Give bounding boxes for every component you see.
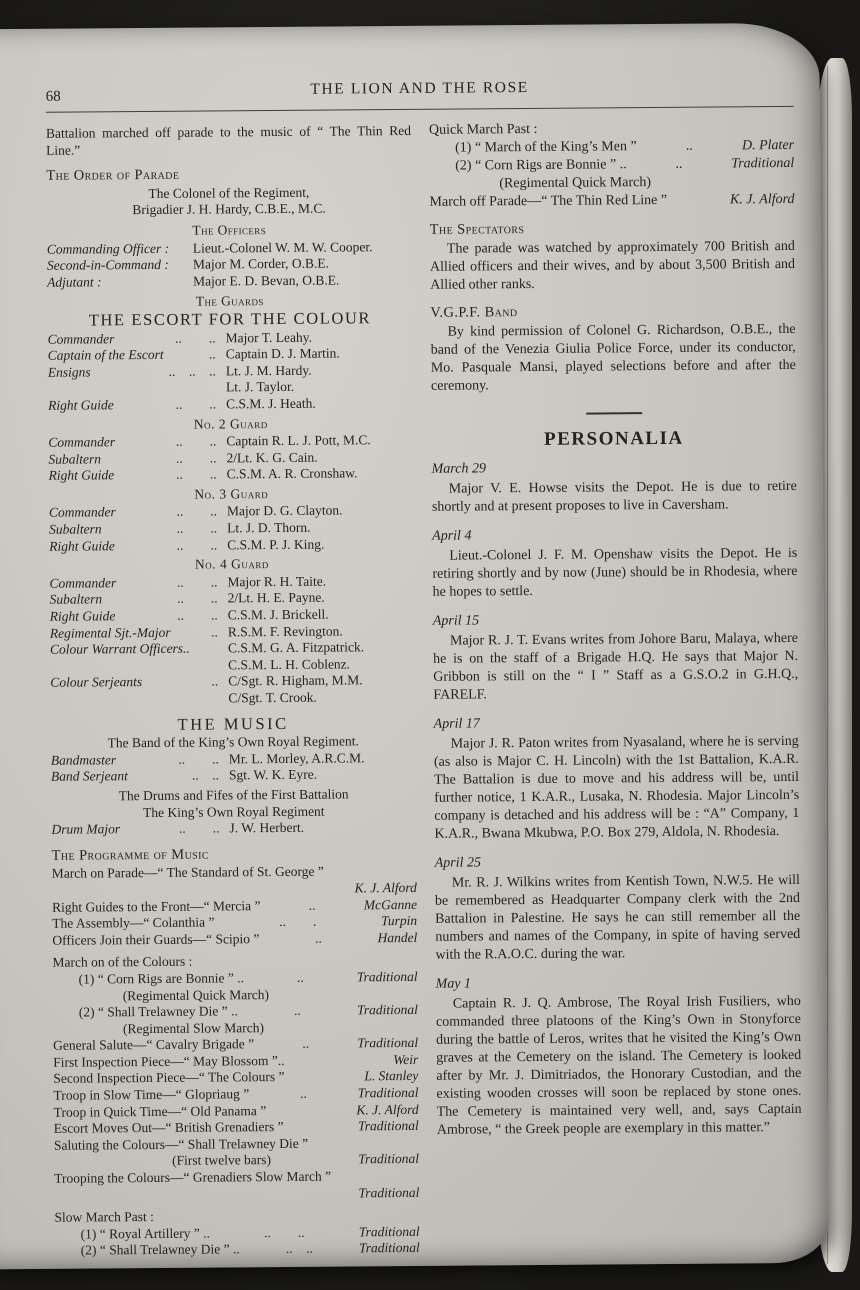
leader-dots: .. .. (264, 1224, 305, 1240)
piece-title: Second Inspection Piece—“ The Colours ” (53, 1069, 285, 1087)
entry-body: Mr. R. J. Wilkins writes from Kentish Town, N.W.5. He will be remembered as Headquarter Company clerk with the 2nd Battalion in Palestine. He says he can still remember all the numbers and names of the Company, in spite of having served with the R.A.O.C. during the war. (434, 872, 801, 963)
composer: Weir (393, 1051, 419, 1067)
page-header (46, 77, 794, 107)
leader-dots (264, 1019, 418, 1037)
officer-name: Lt. J. M. Hardy. (225, 362, 312, 379)
officer-name: Major M. Corder, O.B.E. (192, 255, 330, 272)
entry-body: Major J. R. Paton writes from Nyasaland, where he is serving (as also is Major C. H. Lincoln) with the 1st Battalion, K.A.R. The Battalion is due to move and his address will be, until further notice, 1 K.A.R., Lusaka, N. Rhodesia. Major Lincoln’s company is detached and his address will be : “A” Company, 1 K.A.R., Bwana Mkubwa, P.O. Box 279, Aldola, N. Rhodesia. (433, 733, 800, 842)
entry-body: Major V. E. Howse visits the Depot. He is due to retire shortly and at present proposes to live in Caversham. (431, 478, 797, 515)
personalia-entry (436, 973, 802, 1140)
officer-role: Captain of the Escort (47, 347, 164, 363)
entry-date: March 29 (431, 461, 486, 477)
composer: Traditional (358, 1151, 420, 1167)
page-content (0, 23, 829, 1261)
officer-role: Second-in-Command : (46, 256, 169, 273)
leader-dots (269, 985, 418, 1003)
entry-body: Major R. J. T. Evans writes from Johore Baru, Malaya, where he is on the staff of a Brigade H.Q. He says that Major N. Gribbon is still on the “ I ” Staff as a G.S.O.2 in G.H.Q., FARELF. (433, 630, 799, 703)
officer-name: C.S.M. J. Heath. (226, 395, 316, 412)
officer-name: C.S.M. A. R. Cronshaw. (226, 465, 358, 482)
leader-dots: .. (685, 138, 693, 154)
guard4-heading: No. 4 Guard (194, 556, 269, 572)
piece-title: (1) “ Corn Rigs are Bonnie ” .. (78, 970, 245, 987)
piece-title: First Inspection Piece—“ May Blossom ”.. (53, 1052, 285, 1070)
music-heading: THE MUSIC (177, 713, 289, 734)
officer-name: 2/Lt. H. E. Payne. (227, 590, 325, 606)
colonel-name: Brigadier J. H. Hardy, C.B.E., M.C. (132, 200, 326, 218)
piece-title: General Salute—“ Cavalry Brigade ” (53, 1036, 255, 1054)
composer: Traditional (357, 1002, 418, 1018)
band-line: The Band of the King’s Own Royal Regiment. (107, 733, 359, 751)
officer-role: Subaltern (49, 591, 103, 608)
composer: K. J. Alford (354, 879, 417, 896)
journal-title: THE LION AND THE ROSE (310, 79, 529, 98)
officer-name: 2/Lt. K. G. Cain. (226, 449, 318, 466)
section-divider (586, 412, 642, 414)
piece-title: Troop in Slow Time—“ Glopriaug ” (53, 1086, 250, 1103)
officer-role: Commander (49, 575, 117, 591)
composer: Traditional (357, 1084, 419, 1101)
officer-name: R.S.M. F. Revington. (227, 623, 343, 640)
officer-name: Lt. J. D. Thorn. (227, 519, 311, 536)
programme-row (52, 930, 417, 949)
band-staff-list (51, 750, 416, 786)
officer-role: Right Guide (48, 397, 114, 413)
composer: Traditional (358, 1223, 420, 1240)
entry-body: Captain R. J. Q. Ambrose, The Royal Irish Fusiliers, who commanded three platoons of the King’s Own in Stonyforce during the battle of Leros, writes that he visited the King’s Own graves at the Cemetery on the island. The Cemetery is looked after by Mr. J. Dimitriados, the Honorary Custodian, and the existing wooden crosses will soon be replaced by stone ones. The Cemetery is maintained very well, and, says Captain Ambrose, “ the Greek people are exemplary in this matter.” (435, 993, 802, 1138)
entry-date: April 25 (434, 855, 482, 871)
piece-title: (2) “ Shall Trelawney Die ” .. (80, 1241, 240, 1258)
personalia-entry (434, 713, 800, 844)
colours-list (53, 969, 420, 1204)
officer-name: Sgt. W. K. Eyre. (228, 767, 318, 783)
piece-title: (1) “ March of the King’s Men ” (455, 139, 637, 156)
officer-name: J. W. Herbert. (229, 819, 305, 836)
march-off-row (429, 191, 794, 212)
programme-row (55, 1240, 420, 1259)
leader-dots: .. .. (177, 590, 218, 607)
officer-role: Colour Serjeants (50, 674, 143, 691)
leader-dots: .. (296, 969, 304, 985)
officer-row (47, 272, 412, 291)
colours-heading: March on of the Colours : (52, 953, 193, 971)
leader-dots: .. . (279, 913, 317, 930)
leader-dots (324, 863, 417, 880)
leader-dots: .. (211, 673, 219, 689)
programme-heading: The Programme of Music (51, 846, 209, 864)
officer-name: Mr. L. Morley, A.R.C.M. (228, 750, 365, 767)
officer-role: Right Guide (49, 608, 116, 624)
entry-date: May 1 (435, 976, 472, 992)
leader-dots: .. .. (178, 751, 219, 767)
officer-role: Commander (48, 504, 116, 521)
leader-dots: .. (294, 1002, 301, 1018)
escort-list (48, 328, 414, 414)
entry-body: Lieut.-Colonel J. F. M. Openshaw visits the Depot. He is retiring shortly and by now (June) should be in Rhodesia, where he hopes to settle. (432, 545, 798, 600)
guard3-list (49, 502, 414, 555)
leader-dots (651, 173, 795, 192)
piece-title: (First twelve bars) (171, 1152, 272, 1169)
drums-line1: The Drums and Fifes of the First Battalion (118, 786, 349, 804)
officer-role: Adjutant : (47, 274, 102, 290)
guard2-heading: No. 2 Guard (193, 415, 268, 432)
leader-dots: .. .. (178, 820, 220, 836)
spectators-heading: The Spectators (429, 221, 525, 238)
composer: K. J. Alford (729, 191, 795, 208)
piece-title: Saluting the Colours—“ Shall Trelawney Die ” (53, 1135, 309, 1153)
composer: L. Stanley (364, 1068, 419, 1084)
officer-role: Right Guide (49, 537, 115, 554)
leader-dots: .. .. (175, 433, 217, 449)
leader-dots: .. .. .. (168, 363, 216, 379)
leader-dots (285, 1052, 394, 1069)
guards-heading: The Guards (195, 293, 264, 309)
personalia-entries (432, 458, 802, 1140)
leader-dots: .. .. (176, 537, 218, 553)
entry-date: April 4 (432, 528, 472, 544)
programme-open-list (52, 863, 418, 949)
leader-dots: .. .. (177, 607, 218, 623)
officer-name: C.S.M. L. H. Coblenz. (228, 656, 351, 673)
composer: K. J. Alford (356, 1101, 419, 1118)
leader-dots (284, 1119, 359, 1136)
officer-name: C/Sgt. T. Crook. (228, 689, 317, 706)
officer-role: Bandmaster (50, 752, 117, 768)
leader-dots: .. .. (176, 503, 217, 520)
spectators-paragraph: The parade was watched by approximately 700 British and Allied officers and their wives, and by about 3,500 British and Allied other ranks. (429, 238, 796, 293)
officer-role: Ensigns (47, 364, 91, 380)
officer-name: Lt. J. Taylor. (225, 379, 295, 395)
piece-title: (Regimental Slow March) (122, 1019, 265, 1036)
officer-role: Subaltern (48, 451, 102, 467)
personalia-entry (432, 458, 797, 517)
guard3-heading: No. 3 Guard (194, 485, 269, 502)
officer-name: Lieut.-Colonel W. M. W. Cooper. (192, 238, 373, 256)
officer-role: Band Serjeant (50, 768, 128, 785)
leader-dots (271, 1152, 358, 1169)
officer-row (51, 766, 416, 785)
leader-dots: .. .. (191, 767, 220, 784)
magazine-page (0, 23, 829, 1270)
leader-dots: .. .. (175, 330, 216, 346)
composer: Traditional (731, 155, 795, 172)
leader-dots (308, 1135, 419, 1152)
piece-title: (1) “ Royal Artillery ” .. (80, 1225, 211, 1242)
composer: Traditional (357, 1035, 419, 1051)
officer-name: Major D. G. Clayton. (226, 502, 343, 519)
piece-title: Right Guides to the Front—“ Mercia ” (51, 897, 261, 915)
leader-dots (284, 1069, 364, 1086)
composer: Traditional (358, 1184, 420, 1201)
leader-dots: .. .. (175, 450, 217, 466)
leader-dots: .. .. (176, 574, 218, 590)
leader-dots (331, 1168, 419, 1185)
leader-dots: .. .. (176, 520, 218, 536)
order-of-parade-heading: The Order of Parade (46, 166, 180, 184)
officer-row (49, 465, 414, 484)
piece-title: (2) “ Shall Trelawney Die ” .. (78, 1003, 238, 1020)
leader-dots: .. (302, 1036, 310, 1052)
leader-dots (266, 1102, 356, 1119)
piece-title: March on Parade—“ The Standard of St. George ” (51, 863, 324, 882)
piece-title: Trooping the Colours—“ Grenadiers Slow March ” (54, 1168, 332, 1186)
officer-name: C/Sgt. R. Higham, M.M. (228, 672, 363, 689)
guard4-list (49, 573, 415, 709)
header-rule (46, 106, 794, 113)
officer-role: Commander (47, 330, 115, 347)
page-number: 68 (45, 88, 61, 105)
personalia-entry (432, 525, 798, 602)
officer-role: Right Guide (48, 467, 115, 484)
colonel-line: The Colonel of the Regiment, (148, 184, 310, 201)
piece-title: (Regimental Quick March) (122, 986, 269, 1003)
vgpf-band-heading: V.G.P.F. Band (430, 304, 518, 321)
piece-title: March off Parade—“ The Thin Red Line ” (429, 192, 668, 210)
left-column (46, 122, 420, 1260)
piece-title: Officers Join their Guards—“ Scipio ” (52, 930, 260, 948)
personalia-entry (435, 852, 801, 965)
vgpf-band-paragraph: By kind permission of Colonel G. Richardson, O.B.E., the band of the Venezia Giulia Police Force, under its conductor, Mo. Pasquale Mansi, played selections before and after the ceremony. (430, 321, 796, 394)
officer-name: Captain D. J. Martin. (225, 345, 340, 362)
piece-title: The Assembly—“ Colanthia ” (52, 914, 215, 931)
composer: Traditional (356, 968, 418, 985)
officer-name: C.S.M. P. J. King. (227, 536, 325, 553)
leader-dots: .. (308, 897, 316, 913)
leader-dots: .. (211, 624, 218, 640)
officer-name: Major E. D. Bevan, O.B.E. (193, 272, 340, 289)
personalia-entry (433, 610, 799, 705)
drums-line2: The King’s Own Royal Regiment (142, 803, 325, 820)
officers-list (47, 238, 412, 291)
quick-march-heading: Quick March Past : (428, 121, 538, 138)
officer-role: Regimental Sjt.-Major (49, 624, 171, 641)
programme-row (54, 1185, 419, 1204)
officer-role: Drum Major (51, 821, 121, 837)
piece-title: (2) “ Corn Rigs are Bonnie ” .. (455, 157, 627, 174)
composer: Traditional (358, 1240, 420, 1256)
composer: Turpin (381, 913, 418, 929)
piece-title: Troop in Quick Time—“ Old Panama ” (53, 1102, 267, 1120)
officer-name: C.S.M. G. A. Fitzpatrick. (227, 639, 365, 656)
drum-major-row (51, 819, 416, 838)
officer-name: Major T. Leahy. (225, 329, 312, 345)
piece-title: (Regimental Quick March) (499, 175, 652, 192)
leader-dots (54, 1185, 358, 1204)
quick-march-list (429, 137, 794, 194)
leader-dots: .. .. (285, 1241, 313, 1257)
leader-dots: .. .. (176, 466, 217, 483)
officer-name: Major R. H. Taite. (227, 573, 327, 590)
right-column (429, 119, 803, 1257)
officer-role: Subaltern (49, 521, 102, 537)
composer: McGanne (363, 896, 418, 912)
piece-title: Escort Moves Out—“ British Grenadiers ” (53, 1119, 284, 1137)
entry-date: April 15 (432, 613, 480, 629)
officer-row (49, 536, 414, 555)
leader-dots: .. .. (175, 396, 217, 412)
officer-row (47, 238, 412, 257)
leader-dots: .. (300, 1085, 307, 1101)
leader-dots: .. (315, 930, 322, 946)
slow-march-list (55, 1224, 420, 1260)
intro-paragraph: Battalion marched off parade to the music of “ The Thin Red Line.” (45, 122, 412, 158)
composer: D. Plater (741, 137, 795, 154)
officer-name: C.S.M. J. Brickell. (227, 606, 329, 623)
guard2-list (48, 432, 413, 485)
escort-for-colour-heading: THE ESCORT FOR THE COLOUR (88, 308, 372, 330)
entry-date: April 17 (433, 716, 480, 732)
leader-dots: .. (675, 156, 683, 172)
officer-row (50, 689, 415, 708)
officer-name: Captain R. L. J. Pott, M.C. (226, 432, 371, 449)
composer: Handel (377, 929, 418, 945)
two-column-layout (46, 119, 803, 1260)
officer-role: Commander (48, 434, 116, 450)
leader-dots: .. (208, 346, 216, 362)
officer-row (48, 395, 413, 414)
personalia-heading: PERSONALIA (544, 427, 684, 450)
officer-role: Commanding Officer : (46, 240, 170, 257)
officers-heading: The Officers (192, 222, 267, 238)
officer-role: Colour Warrant Officers.. (49, 640, 190, 658)
slow-march-heading: Slow March Past : (54, 1209, 154, 1225)
composer: Traditional (357, 1118, 419, 1134)
